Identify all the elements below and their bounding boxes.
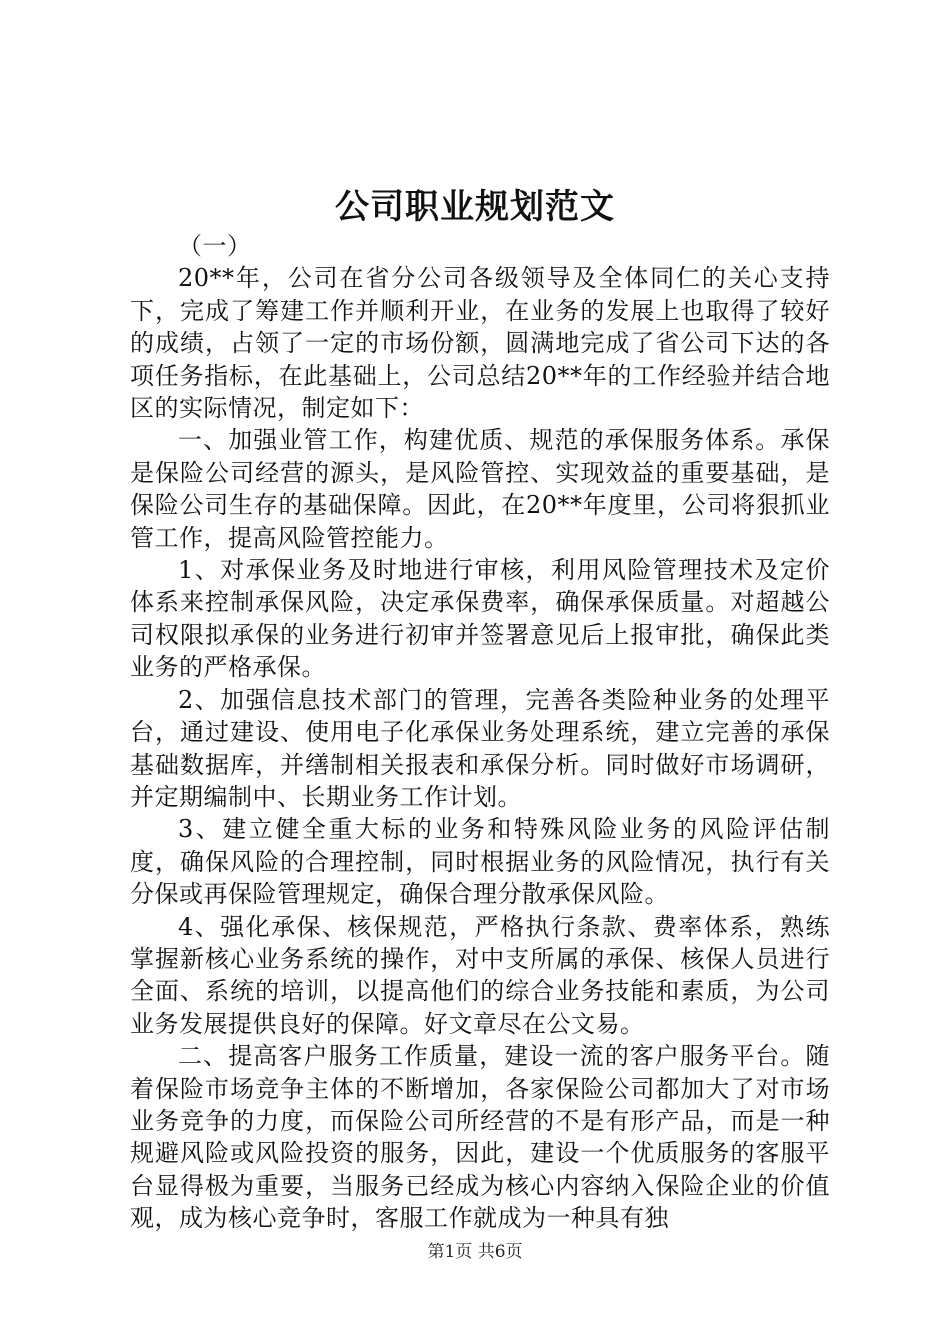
document-body: [130, 230, 830, 1235]
paragraph-item-3: 3、建立健全重大标的业务和特殊风险业务的风险评估制度，确保风险的合理控制，同时根据业务的风险情况，执行有关分保或再保险管理规定，确保合理分散承保风险。: [130, 815, 830, 909]
paragraph-item-1: 1、对承保业务及时地进行审核，利用风险管理技术及定价体系来控制承保风险，决定承保费率，确保承保质量。对超越公司权限拟承保的业务进行初审并签署意见后上报审批，确保此类业务的严格承保。: [130, 556, 830, 682]
document-title: 公司职业规划范文: [335, 187, 615, 227]
paragraph-item-2: 2、加强信息技术部门的管理，完善各类险种业务的处理平台，通过建设、使用电子化承保业务处理系统，建立完善的承保基础数据库，并缮制相关报表和承保分析。同时做好市场调研，并定期编制中、长期业务工作计划。: [130, 685, 830, 811]
paragraph-section-one: 一、加强业管工作，构建优质、规范的承保服务体系。承保是保险公司经营的源头，是风险管控、实现效益的重要基础，是保险公司生存的基础保障。因此，在20**年度里，公司将狠抓业管工作，提高风险管控能力。: [130, 426, 830, 552]
paragraph-item-4: 4、强化承保、核保规范，严格执行条款、费率体系，熟练掌握新核心业务系统的操作，对中支所属的承保、核保人员进行全面、系统的培训，以提高他们的综合业务技能和素质，为公司业务发展提供良好的保障。好文章尽在公文易。: [130, 912, 830, 1038]
paragraph-intro: 20**年，公司在省分公司各级领导及全体同仁的关心支持下，完成了筹建工作并顺利开业，在业务的发展上也取得了较好的成绩，占领了一定的市场份额，圆满地完成了省公司下达的各项任务指标，在此基础上，公司总结20**年的工作经验并结合地区的实际情况，制定如下：: [130, 264, 830, 423]
paragraph-section-number: （一）: [178, 232, 252, 260]
page-footer: 第1页 共6页: [427, 1242, 523, 1262]
paragraph-section-two: 二、提高客户服务工作质量，建设一流的客户服务平台。随着保险市场竞争主体的不断增加，各家保险公司都加大了对市场业务竞争的力度，而保险公司所经营的不是有形产品，而是一种规避风险或风险投资的服务，因此，建设一个优质服务的客服平台显得极为重要，当服务已经成为核心内容纳入保险企业的价值观，成为核心竞争时，客服工作就成为一种具有独: [130, 1042, 830, 1233]
